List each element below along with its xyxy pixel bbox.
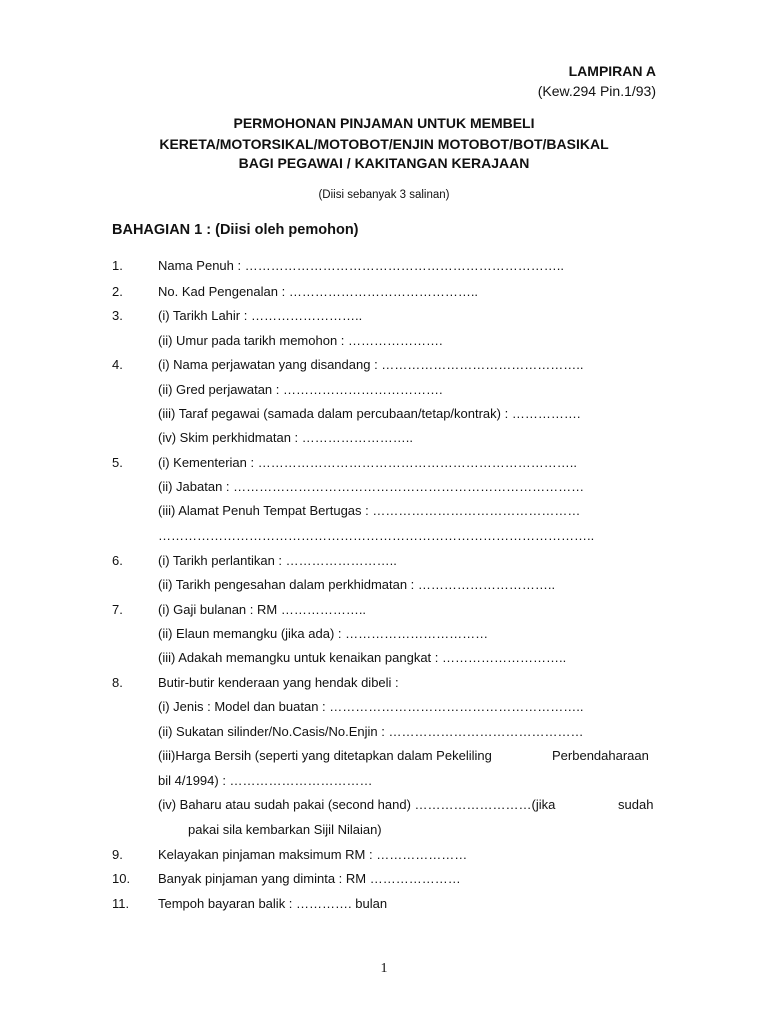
field-label: (i) Nama perjawatan yang disandang : ………………………………………..: [158, 357, 584, 372]
lampiran-label: LAMPIRAN A: [568, 63, 656, 79]
field-label: ………………………………………………………………………………………..: [158, 528, 595, 543]
field-label: Butir-butir kenderaan yang hendak dibeli :: [158, 675, 399, 690]
field-label: Kelayakan pinjaman maksimum RM : …………………: [158, 847, 468, 862]
field-label: Tempoh bayaran balik : …………. bulan: [158, 896, 388, 911]
field-label: (ii) Tarikh pengesahan dalam perkhidmatan : …………………………..: [158, 577, 556, 592]
field-label: (ii) Gred perjawatan : ……………………………….: [158, 382, 443, 397]
field-label-continued: sudah: [618, 797, 654, 812]
row-number: 10.: [112, 871, 131, 886]
row-number: 4.: [112, 357, 123, 372]
row-number: 8.: [112, 675, 123, 690]
page-number: 1: [380, 961, 388, 976]
row-number: 9.: [112, 847, 123, 862]
field-label: (i) Gaji bulanan : RM ………………..: [158, 602, 367, 617]
field-label: No. Kad Pengenalan : ……………………………………..: [158, 284, 479, 299]
row-number: 3.: [112, 308, 123, 323]
form-reference: (Kew.294 Pin.1/93): [537, 83, 656, 99]
field-label: (ii) Jabatan : ………………………………………………………………………: [158, 479, 585, 494]
form-title-line-2: KERETA/MOTORSIKAL/MOTOBOT/ENJIN MOTOBOT/BOT/BASIKAL: [159, 136, 609, 152]
form-title-line-1: PERMOHONAN PINJAMAN UNTUK MEMBELI: [233, 115, 535, 131]
field-label: (iii) Alamat Penuh Tempat Bertugas : …………………………………………: [158, 503, 581, 518]
field-label: (ii) Sukatan silinder/No.Casis/No.Enjin : ………………………………………: [158, 724, 584, 739]
field-label: (iii) Adakah memangku untuk kenaikan pangkat : ………………………..: [158, 650, 567, 665]
field-label: (i) Kementerian : ………………………………………………………………..: [158, 455, 577, 470]
section-title: BAHAGIAN 1 : (Diisi oleh pemohon): [112, 222, 359, 238]
field-label: (iii) Taraf pegawai (samada dalam percubaan/tetap/kontrak) : …………….: [158, 406, 581, 421]
field-label: (i) Jenis : Model dan buatan : …………………………………………………..: [158, 699, 584, 714]
field-label: (ii) Elaun memangku (jika ada) : ……………………………: [158, 626, 489, 641]
field-label: (iv) Skim perkhidmatan : ……………………..: [158, 430, 413, 445]
form-title-line-3: BAGI PEGAWAI / KAKITANGAN KERAJAAN: [238, 155, 530, 171]
field-label: Banyak pinjaman yang diminta : RM …………………: [158, 871, 461, 886]
row-number: 6.: [112, 553, 123, 568]
field-label: pakai sila kembarkan Sijil Nilaian): [188, 822, 382, 837]
row-number: 2.: [112, 284, 123, 299]
field-label: (i) Tarikh Lahir : ……………………..: [158, 308, 363, 323]
field-label: (iii)Harga Bersih (seperti yang ditetapkan dalam Pekeliling: [158, 748, 492, 763]
field-label: (ii) Umur pada tarikh memohon : ………………….: [158, 333, 443, 348]
copies-note: (Diisi sebanyak 3 salinan): [318, 189, 450, 201]
row-number: 7.: [112, 602, 123, 617]
row-number: 1.: [112, 258, 123, 273]
row-number: 11.: [112, 896, 130, 911]
field-label: (iv) Baharu atau sudah pakai (second hand) ………………………(jika: [158, 797, 556, 812]
field-label: Nama Penuh : ………………………………………………………………..: [158, 258, 564, 273]
row-number: 5.: [112, 455, 123, 470]
field-label: bil 4/1994) : ……………………………: [158, 773, 373, 788]
field-label: (i) Tarikh perlantikan : ……………………..: [158, 553, 397, 568]
field-label-continued: Perbendaharaan: [552, 748, 649, 763]
